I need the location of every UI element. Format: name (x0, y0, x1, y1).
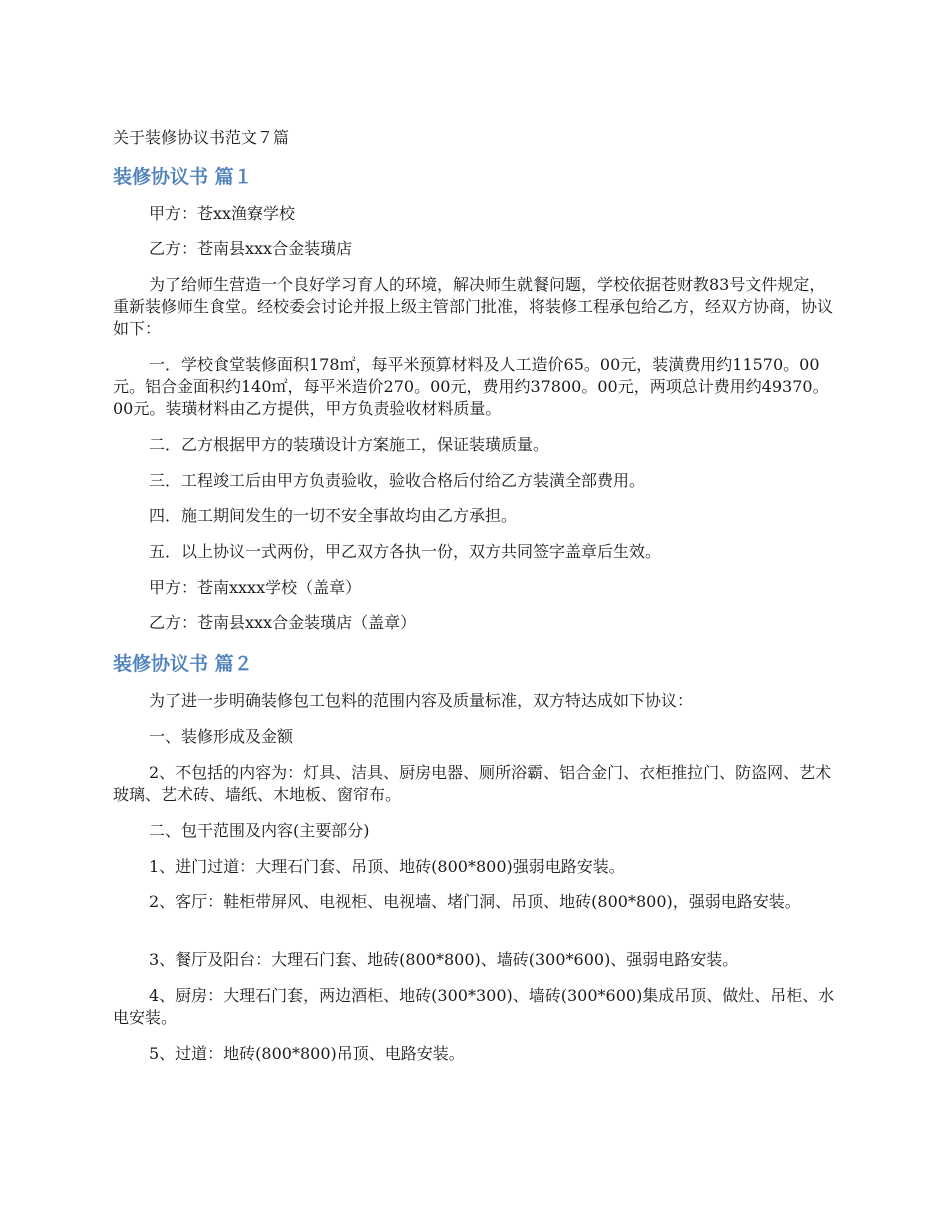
paragraph-s2-item-3: 二、包干范围及内容(主要部分) (149, 821, 370, 840)
paragraph-s2-item-8: 5、过道：地砖(800*800)吊顶、电路安装。 (149, 1044, 465, 1063)
paragraph-s2-item-6: 3、餐厅及阳台：大理石门套、地砖(800*800)、墙砖(300*600)、强弱电路安装。 (149, 950, 739, 969)
paragraph-party-a: 甲方：苍xx渔寮学校 (149, 204, 296, 223)
paragraph-clause-2: 二．乙方根据甲方的装璜设计方案施工，保证装璜质量。 (149, 435, 550, 454)
paragraph-signature-b: 乙方：苍南县xxx合金装璜店（盖章） (149, 613, 417, 632)
section-heading-1: 装修协议书 篇１ (113, 166, 253, 188)
paragraph-clause-4: 四．施工期间发生的一切不安全事故均由乙方承担。 (149, 506, 518, 525)
section-heading-2: 装修协议书 篇２ (113, 653, 253, 675)
document-title: 关于装修协议书范文７篇 (113, 128, 290, 147)
paragraph-s2-item-1: 一、装修形成及金额 (149, 727, 294, 746)
paragraph-signature-a: 甲方：苍南xxxx学校（盖章） (149, 578, 362, 597)
paragraph-party-b: 乙方：苍南县xxx合金装璜店 (149, 239, 353, 258)
paragraph-s2-item-4: 1、进门过道：大理石门套、吊顶、地砖(800*800)强弱电路安装。 (149, 857, 625, 876)
paragraph-s2-item-7: 4、厨房：大理石门套，两边酒柜、地砖(300*300)、墙砖(300*600)集成吊顶、做灶、吊柜、水电安装。 (113, 986, 835, 1027)
paragraph-s2-item-5: 2、客厅：鞋柜带屏风、电视柜、电视墙、堵门洞、吊顶、地砖(800*800)，强弱电路安装。 (149, 892, 801, 911)
paragraph-clause-1: 一．学校食堂装修面积178㎡，每平米预算材料及人工造价65。00元，装潢费用约11570。00元。铝合金面积约140㎡，每平米造价270。00元，费用约37800。00元，两项总计费用约49370。00元。装璜材料由乙方提供，甲方负责验收材料质量。 (113, 355, 829, 418)
paragraph-clause-3: 三．工程竣工后由甲方负责验收，验收合格后付给乙方装潢全部费用。 (149, 471, 646, 490)
paragraph-s2-intro: 为了进一步明确装修包工包料的范围内容及质量标准，双方特达成如下协议： (149, 691, 694, 710)
paragraph-s2-item-2: 2、不包括的内容为：灯具、洁具、厨房电器、厕所浴霸、铝合金门、衣柜推拉门、防盗网、艺术玻璃、艺术砖、墙纸、木地板、窗帘布。 (113, 763, 832, 804)
paragraph-intro: 为了给师生营造一个良好学习育人的环境，解决师生就餐问题，学校依据苍财教83号文件规定，重新装修师生食堂。经校委会讨论并报上级主管部门批准，将装修工程承包给乙方，经双方协商，协议如下： (113, 275, 834, 338)
paragraph-clause-5: 五．以上协议一式两份，甲乙双方各执一份，双方共同签字盖章后生效。 (149, 542, 662, 561)
